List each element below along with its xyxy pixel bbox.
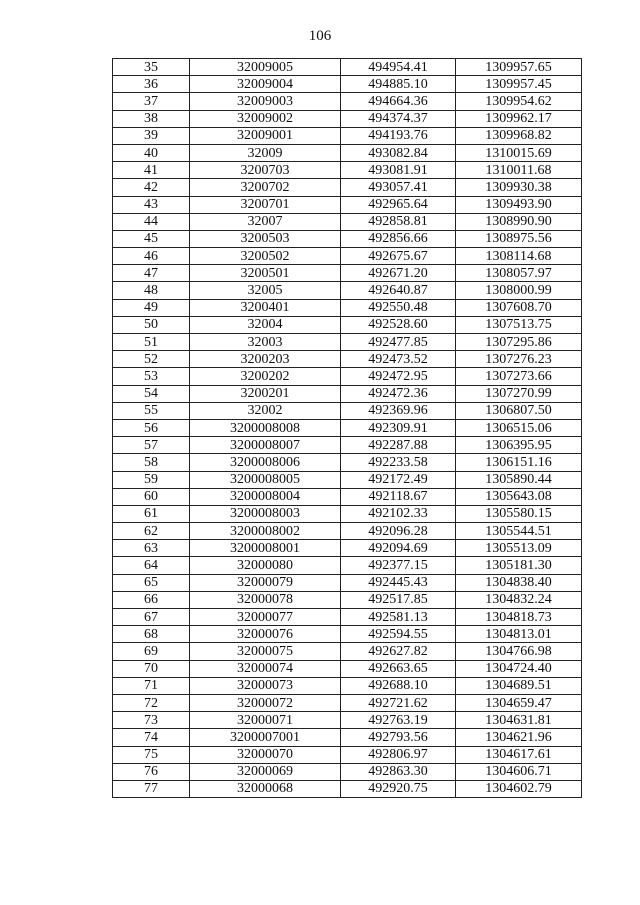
- y-coordinate-cell: 1309954.62: [456, 93, 582, 110]
- y-coordinate-cell: 1304621.96: [456, 729, 582, 746]
- x-coordinate-cell: 492377.15: [341, 557, 456, 574]
- point-id-cell: 32000071: [190, 712, 341, 729]
- point-id-cell: 3200702: [190, 179, 341, 196]
- row-index-cell: 73: [113, 712, 190, 729]
- table-row: [113, 385, 582, 402]
- x-coordinate-cell: 492675.67: [341, 248, 456, 265]
- x-coordinate-cell: 492287.88: [341, 437, 456, 454]
- row-index-cell: 44: [113, 213, 190, 230]
- point-id-cell: 32009004: [190, 76, 341, 93]
- point-id-cell: 32000078: [190, 591, 341, 608]
- row-index-cell: 41: [113, 162, 190, 179]
- y-coordinate-cell: 1307276.23: [456, 351, 582, 368]
- y-coordinate-cell: 1304832.24: [456, 591, 582, 608]
- y-coordinate-cell: 1304724.40: [456, 660, 582, 677]
- y-coordinate-cell: 1309957.45: [456, 76, 582, 93]
- row-index-cell: 50: [113, 316, 190, 333]
- x-coordinate-cell: 493082.84: [341, 144, 456, 161]
- y-coordinate-cell: 1308057.97: [456, 265, 582, 282]
- x-coordinate-cell: 492671.20: [341, 265, 456, 282]
- row-index-cell: 52: [113, 351, 190, 368]
- table-row: [113, 505, 582, 522]
- row-index-cell: 61: [113, 505, 190, 522]
- x-coordinate-cell: 494954.41: [341, 59, 456, 76]
- table-row: [113, 265, 582, 282]
- row-index-cell: 59: [113, 471, 190, 488]
- x-coordinate-cell: 492863.30: [341, 763, 456, 780]
- x-coordinate-cell: 492172.49: [341, 471, 456, 488]
- y-coordinate-cell: 1309930.38: [456, 179, 582, 196]
- page-number: 106: [308, 28, 332, 44]
- y-coordinate-cell: 1307608.70: [456, 299, 582, 316]
- row-index-cell: 46: [113, 248, 190, 265]
- table-row: [113, 763, 582, 780]
- row-index-cell: 42: [113, 179, 190, 196]
- row-index-cell: 67: [113, 609, 190, 626]
- table-row: [113, 282, 582, 299]
- point-id-cell: 3200008008: [190, 419, 341, 436]
- table-row: [113, 557, 582, 574]
- y-coordinate-cell: 1307295.86: [456, 334, 582, 351]
- table-row: [113, 729, 582, 746]
- x-coordinate-cell: 492369.96: [341, 402, 456, 419]
- table-row: [113, 402, 582, 419]
- table-row: [113, 196, 582, 213]
- x-coordinate-cell: 492477.85: [341, 334, 456, 351]
- x-coordinate-cell: 492581.13: [341, 609, 456, 626]
- row-index-cell: 64: [113, 557, 190, 574]
- y-coordinate-cell: 1304838.40: [456, 574, 582, 591]
- point-id-cell: 32005: [190, 282, 341, 299]
- x-coordinate-cell: 493057.41: [341, 179, 456, 196]
- x-coordinate-cell: 492763.19: [341, 712, 456, 729]
- table-row: [113, 746, 582, 763]
- table-row: [113, 712, 582, 729]
- table-row: [113, 127, 582, 144]
- row-index-cell: 55: [113, 402, 190, 419]
- table-row: [113, 299, 582, 316]
- row-index-cell: 58: [113, 454, 190, 471]
- row-index-cell: 37: [113, 93, 190, 110]
- y-coordinate-cell: 1309957.65: [456, 59, 582, 76]
- row-index-cell: 76: [113, 763, 190, 780]
- point-id-cell: 32009003: [190, 93, 341, 110]
- x-coordinate-cell: 492920.75: [341, 780, 456, 797]
- row-index-cell: 35: [113, 59, 190, 76]
- x-coordinate-cell: 492096.28: [341, 523, 456, 540]
- row-index-cell: 62: [113, 523, 190, 540]
- y-coordinate-cell: 1305580.15: [456, 505, 582, 522]
- table-row: [113, 660, 582, 677]
- x-coordinate-cell: 492118.67: [341, 488, 456, 505]
- x-coordinate-cell: 492663.65: [341, 660, 456, 677]
- row-index-cell: 39: [113, 127, 190, 144]
- row-index-cell: 43: [113, 196, 190, 213]
- table-row: [113, 609, 582, 626]
- y-coordinate-cell: 1306807.50: [456, 402, 582, 419]
- table-row: [113, 93, 582, 110]
- point-id-cell: 32000073: [190, 677, 341, 694]
- table-row: [113, 351, 582, 368]
- table-row: [113, 334, 582, 351]
- table-row: [113, 110, 582, 127]
- point-id-cell: 3200008001: [190, 540, 341, 557]
- x-coordinate-cell: 493081.91: [341, 162, 456, 179]
- table-row: [113, 454, 582, 471]
- point-id-cell: 3200401: [190, 299, 341, 316]
- point-id-cell: 3200503: [190, 230, 341, 247]
- table-row: [113, 144, 582, 161]
- row-index-cell: 65: [113, 574, 190, 591]
- x-coordinate-cell: 492094.69: [341, 540, 456, 557]
- x-coordinate-cell: 492793.56: [341, 729, 456, 746]
- point-id-cell: 32000072: [190, 694, 341, 711]
- x-coordinate-cell: 492472.95: [341, 368, 456, 385]
- y-coordinate-cell: 1308000.99: [456, 282, 582, 299]
- point-id-cell: 3200201: [190, 385, 341, 402]
- y-coordinate-cell: 1308975.56: [456, 230, 582, 247]
- point-id-cell: 3200008004: [190, 488, 341, 505]
- point-id-cell: 3200203: [190, 351, 341, 368]
- y-coordinate-cell: 1307273.66: [456, 368, 582, 385]
- table-row: [113, 540, 582, 557]
- point-id-cell: 32007: [190, 213, 341, 230]
- row-index-cell: 70: [113, 660, 190, 677]
- x-coordinate-cell: 494664.36: [341, 93, 456, 110]
- row-index-cell: 77: [113, 780, 190, 797]
- point-id-cell: 3200008005: [190, 471, 341, 488]
- row-index-cell: 56: [113, 419, 190, 436]
- y-coordinate-cell: 1308990.90: [456, 213, 582, 230]
- row-index-cell: 54: [113, 385, 190, 402]
- point-id-cell: 32009002: [190, 110, 341, 127]
- x-coordinate-cell: 492472.36: [341, 385, 456, 402]
- y-coordinate-cell: 1306395.95: [456, 437, 582, 454]
- table-row: [113, 76, 582, 93]
- row-index-cell: 48: [113, 282, 190, 299]
- row-index-cell: 75: [113, 746, 190, 763]
- point-id-cell: 32000076: [190, 626, 341, 643]
- point-id-cell: 3200007001: [190, 729, 341, 746]
- x-coordinate-cell: 492233.58: [341, 454, 456, 471]
- x-coordinate-cell: 492721.62: [341, 694, 456, 711]
- y-coordinate-cell: 1307270.99: [456, 385, 582, 402]
- table-row: [113, 694, 582, 711]
- row-index-cell: 49: [113, 299, 190, 316]
- point-id-cell: 3200701: [190, 196, 341, 213]
- point-id-cell: 3200008002: [190, 523, 341, 540]
- coordinates-table: [112, 58, 582, 798]
- table-row: [113, 488, 582, 505]
- point-id-cell: 3200202: [190, 368, 341, 385]
- table-row: [113, 419, 582, 436]
- table-row: [113, 523, 582, 540]
- point-id-cell: 32004: [190, 316, 341, 333]
- point-id-cell: 32000077: [190, 609, 341, 626]
- y-coordinate-cell: 1309493.90: [456, 196, 582, 213]
- point-id-cell: 32002: [190, 402, 341, 419]
- x-coordinate-cell: 492858.81: [341, 213, 456, 230]
- x-coordinate-cell: 492856.66: [341, 230, 456, 247]
- table-row: [113, 591, 582, 608]
- row-index-cell: 38: [113, 110, 190, 127]
- table-row: [113, 59, 582, 76]
- y-coordinate-cell: 1305643.08: [456, 488, 582, 505]
- y-coordinate-cell: 1304818.73: [456, 609, 582, 626]
- y-coordinate-cell: 1309968.82: [456, 127, 582, 144]
- x-coordinate-cell: 492965.64: [341, 196, 456, 213]
- point-id-cell: 32000069: [190, 763, 341, 780]
- table-row: [113, 230, 582, 247]
- table-row: [113, 437, 582, 454]
- x-coordinate-cell: 494193.76: [341, 127, 456, 144]
- x-coordinate-cell: 492806.97: [341, 746, 456, 763]
- row-index-cell: 53: [113, 368, 190, 385]
- row-index-cell: 36: [113, 76, 190, 93]
- y-coordinate-cell: 1308114.68: [456, 248, 582, 265]
- y-coordinate-cell: 1306515.06: [456, 419, 582, 436]
- row-index-cell: 66: [113, 591, 190, 608]
- y-coordinate-cell: 1304659.47: [456, 694, 582, 711]
- x-coordinate-cell: 494885.10: [341, 76, 456, 93]
- row-index-cell: 45: [113, 230, 190, 247]
- table-row: [113, 248, 582, 265]
- point-id-cell: 32000074: [190, 660, 341, 677]
- row-index-cell: 51: [113, 334, 190, 351]
- table-row: [113, 213, 582, 230]
- y-coordinate-cell: 1305890.44: [456, 471, 582, 488]
- y-coordinate-cell: 1305181.30: [456, 557, 582, 574]
- y-coordinate-cell: 1304606.71: [456, 763, 582, 780]
- point-id-cell: 32003: [190, 334, 341, 351]
- x-coordinate-cell: 492309.91: [341, 419, 456, 436]
- row-index-cell: 72: [113, 694, 190, 711]
- point-id-cell: 3200502: [190, 248, 341, 265]
- point-id-cell: 32000080: [190, 557, 341, 574]
- y-coordinate-cell: 1304631.81: [456, 712, 582, 729]
- y-coordinate-cell: 1304617.61: [456, 746, 582, 763]
- point-id-cell: 32000070: [190, 746, 341, 763]
- x-coordinate-cell: 492528.60: [341, 316, 456, 333]
- point-id-cell: 3200008006: [190, 454, 341, 471]
- table-row: [113, 780, 582, 797]
- y-coordinate-cell: 1304813.01: [456, 626, 582, 643]
- table-row: [113, 368, 582, 385]
- y-coordinate-cell: 1304689.51: [456, 677, 582, 694]
- y-coordinate-cell: 1304602.79: [456, 780, 582, 797]
- y-coordinate-cell: 1306151.16: [456, 454, 582, 471]
- y-coordinate-cell: 1310015.69: [456, 144, 582, 161]
- x-coordinate-cell: 492473.52: [341, 351, 456, 368]
- table-row: [113, 316, 582, 333]
- point-id-cell: 3200008003: [190, 505, 341, 522]
- point-id-cell: 32009005: [190, 59, 341, 76]
- coordinates-table-body: [113, 59, 582, 798]
- point-id-cell: 32009: [190, 144, 341, 161]
- row-index-cell: 60: [113, 488, 190, 505]
- row-index-cell: 71: [113, 677, 190, 694]
- point-id-cell: 32000079: [190, 574, 341, 591]
- row-index-cell: 47: [113, 265, 190, 282]
- row-index-cell: 63: [113, 540, 190, 557]
- x-coordinate-cell: 494374.37: [341, 110, 456, 127]
- table-row: [113, 162, 582, 179]
- point-id-cell: 3200703: [190, 162, 341, 179]
- x-coordinate-cell: 492688.10: [341, 677, 456, 694]
- table-row: [113, 471, 582, 488]
- row-index-cell: 40: [113, 144, 190, 161]
- row-index-cell: 57: [113, 437, 190, 454]
- y-coordinate-cell: 1309962.17: [456, 110, 582, 127]
- table-row: [113, 677, 582, 694]
- x-coordinate-cell: 492594.55: [341, 626, 456, 643]
- row-index-cell: 68: [113, 626, 190, 643]
- y-coordinate-cell: 1305544.51: [456, 523, 582, 540]
- x-coordinate-cell: 492102.33: [341, 505, 456, 522]
- point-id-cell: 32000068: [190, 780, 341, 797]
- point-id-cell: 3200501: [190, 265, 341, 282]
- y-coordinate-cell: 1310011.68: [456, 162, 582, 179]
- table-row: [113, 643, 582, 660]
- row-index-cell: 69: [113, 643, 190, 660]
- point-id-cell: 3200008007: [190, 437, 341, 454]
- table-row: [113, 179, 582, 196]
- table-row: [113, 626, 582, 643]
- x-coordinate-cell: 492627.82: [341, 643, 456, 660]
- point-id-cell: 32000075: [190, 643, 341, 660]
- x-coordinate-cell: 492445.43: [341, 574, 456, 591]
- row-index-cell: 74: [113, 729, 190, 746]
- y-coordinate-cell: 1304766.98: [456, 643, 582, 660]
- y-coordinate-cell: 1305513.09: [456, 540, 582, 557]
- y-coordinate-cell: 1307513.75: [456, 316, 582, 333]
- point-id-cell: 32009001: [190, 127, 341, 144]
- x-coordinate-cell: 492640.87: [341, 282, 456, 299]
- x-coordinate-cell: 492517.85: [341, 591, 456, 608]
- x-coordinate-cell: 492550.48: [341, 299, 456, 316]
- table-row: [113, 574, 582, 591]
